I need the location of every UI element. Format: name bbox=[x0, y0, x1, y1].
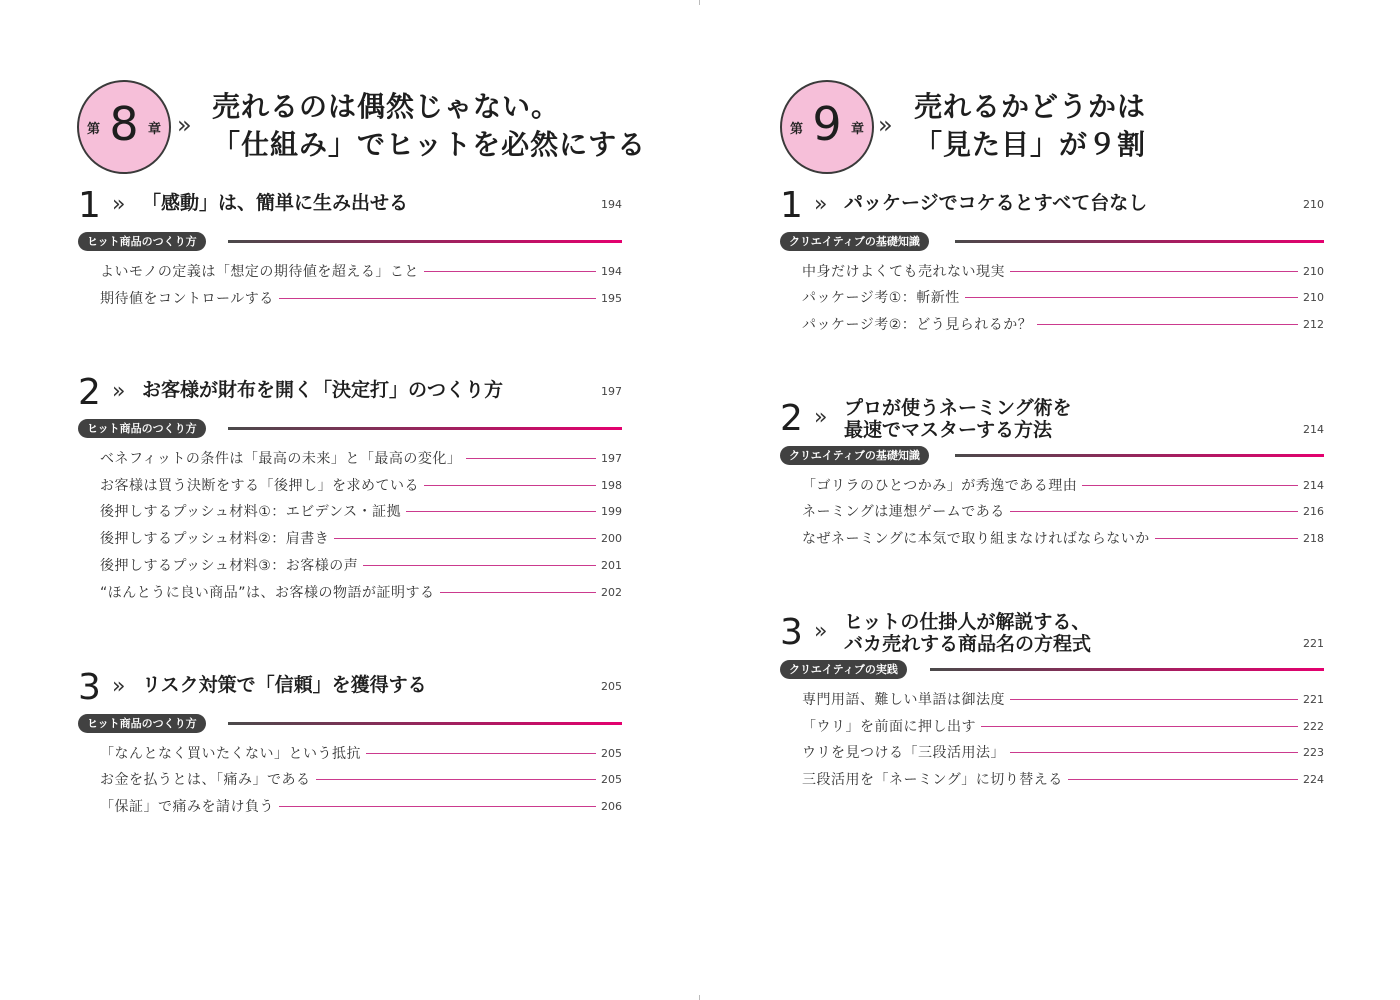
toc-leader-line bbox=[279, 298, 596, 299]
toc-entry[interactable] bbox=[100, 769, 622, 789]
section-divider bbox=[228, 427, 622, 430]
section-title: お客様が財布を開く「決定打」のつくり方 bbox=[142, 379, 504, 401]
section-number: 1 bbox=[78, 185, 101, 226]
toc-leader-line bbox=[466, 458, 596, 459]
section-title: 最速でマスターする方法 bbox=[844, 419, 1053, 441]
chapter-title bbox=[914, 88, 1374, 164]
toc-entry-page: 195 bbox=[601, 291, 622, 305]
section-category-tag: ヒット商品のつくり方 bbox=[78, 232, 206, 251]
section-title: 「感動」は、簡単に生み出せる bbox=[142, 192, 409, 214]
toc-entry[interactable] bbox=[802, 769, 1324, 789]
toc-entry[interactable] bbox=[100, 796, 622, 816]
toc-leader-line bbox=[1068, 779, 1298, 780]
section-divider bbox=[228, 722, 622, 725]
toc-entry-page: 206 bbox=[601, 799, 622, 813]
double-chevron-icon: » bbox=[814, 192, 828, 217]
toc-entry[interactable] bbox=[100, 582, 622, 602]
toc-entry-label: お金を払うとは、「痛み」である bbox=[100, 772, 311, 788]
section-2[interactable] bbox=[780, 397, 1324, 552]
section-title: バカ売れする商品名の方程式 bbox=[844, 633, 1092, 655]
toc-entry-page: 201 bbox=[601, 558, 622, 572]
toc-entry[interactable] bbox=[802, 716, 1324, 736]
section-category-tag: クリエイティブの基礎知識 bbox=[780, 446, 929, 465]
section-page-number: 221 bbox=[1303, 637, 1324, 650]
double-chevron-icon: » bbox=[112, 379, 126, 404]
toc-entry-label: 期待値をコントロールする bbox=[100, 291, 274, 307]
toc-entry-label: パッケージ考①：斬新性 bbox=[802, 290, 960, 306]
section-divider bbox=[955, 240, 1324, 243]
chapter-suffix: 章 bbox=[850, 122, 864, 137]
chapter-title bbox=[212, 88, 672, 164]
toc-entry-page: 212 bbox=[1303, 317, 1324, 331]
section-number: 3 bbox=[78, 667, 101, 708]
toc-leader-line bbox=[981, 726, 1298, 727]
toc-entry[interactable] bbox=[100, 261, 622, 281]
toc-entry[interactable] bbox=[802, 287, 1324, 307]
chapter-title-line: 「見た目」が９割 bbox=[914, 128, 1147, 161]
toc-leader-line bbox=[965, 297, 1298, 298]
right-page bbox=[700, 0, 1400, 1000]
toc-entry-page: 223 bbox=[1303, 745, 1324, 759]
toc-entry[interactable] bbox=[802, 742, 1324, 762]
toc-entry-page: 210 bbox=[1303, 290, 1324, 304]
toc-leader-line bbox=[1037, 324, 1298, 325]
toc-entry[interactable] bbox=[802, 261, 1324, 281]
section-page-number: 194 bbox=[601, 198, 622, 211]
toc-entry-page: 214 bbox=[1303, 478, 1324, 492]
toc-leader-line bbox=[1010, 271, 1298, 272]
chapter-title-line: 売れるのは偶然じゃない。 bbox=[212, 90, 561, 123]
chapter-9-badge bbox=[780, 80, 874, 174]
toc-entry-label: ネーミングは連想ゲームである bbox=[802, 504, 1005, 520]
toc-entry[interactable] bbox=[100, 528, 622, 548]
toc-entry[interactable] bbox=[100, 555, 622, 575]
toc-entry-page: 224 bbox=[1303, 772, 1324, 786]
toc-entry-page: 218 bbox=[1303, 531, 1324, 545]
double-chevron-icon: » bbox=[814, 619, 828, 644]
toc-entry-page: 221 bbox=[1303, 692, 1324, 706]
toc-entry-label: 「保証」で痛みを請け負う bbox=[100, 799, 274, 815]
section-1[interactable] bbox=[780, 186, 1324, 336]
toc-entry-page: 210 bbox=[1303, 264, 1324, 278]
section-divider bbox=[228, 240, 622, 243]
toc-leader-line bbox=[424, 271, 596, 272]
toc-entry-label: ベネフィットの条件は「最高の未来」と「最高の変化」 bbox=[100, 451, 462, 467]
toc-leader-line bbox=[424, 485, 596, 486]
section-category-tag: クリエイティブの基礎知識 bbox=[780, 232, 929, 251]
toc-leader-line bbox=[363, 565, 596, 566]
toc-entry-label: 後押しするプッシュ材料①：エビデンス・証拠 bbox=[100, 504, 402, 520]
section-number: 3 bbox=[780, 612, 803, 653]
toc-entry-label: よいモノの定義は「想定の期待値を超える」こと bbox=[100, 264, 419, 280]
toc-leader-line bbox=[1082, 485, 1298, 486]
toc-entry-page: 205 bbox=[601, 772, 622, 786]
toc-entry-label: 専門用語、難しい単語は御法度 bbox=[802, 692, 1005, 708]
toc-entry[interactable] bbox=[100, 288, 622, 308]
section-page-number: 205 bbox=[601, 680, 622, 693]
section-page-number: 210 bbox=[1303, 198, 1324, 211]
section-number: 2 bbox=[78, 372, 101, 413]
double-chevron-icon: » bbox=[878, 111, 893, 139]
toc-entry-label: 「なんとなく買いたくない」という抵抗 bbox=[100, 746, 361, 762]
section-1[interactable] bbox=[78, 186, 622, 311]
toc-leader-line bbox=[279, 806, 596, 807]
section-title: プロが使うネーミング術を bbox=[844, 397, 1072, 419]
toc-entry[interactable] bbox=[100, 501, 622, 521]
section-title: ヒットの仕掛人が解説する、 bbox=[844, 611, 1091, 633]
toc-entry-label: なぜネーミングに本気で取り組まなければならないか bbox=[802, 531, 1150, 547]
toc-entry-page: 199 bbox=[601, 504, 622, 518]
section-title: パッケージでコケるとすべて台なし bbox=[844, 192, 1148, 214]
toc-entry-label: 中身だけよくても売れない現実 bbox=[802, 264, 1005, 280]
toc-entry-page: 197 bbox=[601, 451, 622, 465]
toc-entry[interactable] bbox=[100, 475, 622, 495]
section-page-number: 214 bbox=[1303, 423, 1324, 436]
section-category-tag: ヒット商品のつくり方 bbox=[78, 714, 206, 733]
toc-leader-line bbox=[1010, 511, 1298, 512]
toc-entry-label: ウリを見つける「三段活用法」 bbox=[802, 745, 1005, 761]
section-page-number: 197 bbox=[601, 385, 622, 398]
chapter-prefix: 第 bbox=[87, 122, 101, 137]
toc-entry-page: 216 bbox=[1303, 504, 1324, 518]
section-2[interactable] bbox=[78, 373, 622, 608]
toc-entry-page: 202 bbox=[601, 585, 622, 599]
section-number: 1 bbox=[780, 185, 803, 226]
section-number: 2 bbox=[780, 398, 803, 439]
toc-entry[interactable] bbox=[802, 501, 1324, 521]
toc-entry[interactable] bbox=[100, 448, 622, 468]
section-category-tag: ヒット商品のつくり方 bbox=[78, 419, 206, 438]
section-3[interactable] bbox=[780, 611, 1324, 796]
section-divider bbox=[955, 454, 1324, 457]
toc-leader-line bbox=[1010, 752, 1298, 753]
toc-entry-label: パッケージ考②：どう見られるか？ bbox=[802, 317, 1033, 333]
toc-entry[interactable] bbox=[100, 743, 622, 763]
double-chevron-icon: » bbox=[112, 674, 126, 699]
chapter-title-line: 「仕組み」でヒットを必然にする bbox=[212, 128, 647, 161]
toc-entry-label: お客様は買う決断をする「後押し」を求めている bbox=[100, 478, 419, 494]
toc-leader-line bbox=[366, 753, 596, 754]
toc-entry[interactable] bbox=[802, 528, 1324, 548]
toc-entry-label: “ほんとうに良い商品”は、お客様の物語が証明する bbox=[100, 585, 435, 601]
chapter-8-badge bbox=[77, 80, 171, 174]
double-chevron-icon: » bbox=[177, 111, 192, 139]
toc-entry-page: 205 bbox=[601, 746, 622, 760]
double-chevron-icon: » bbox=[814, 405, 828, 430]
chapter-number: 8 bbox=[109, 97, 139, 151]
toc-leader-line bbox=[440, 592, 596, 593]
toc-leader-line bbox=[1010, 699, 1298, 700]
toc-entry-label: 「ゴリラのひとつかみ」が秀逸である理由 bbox=[802, 478, 1078, 494]
toc-leader-line bbox=[1155, 538, 1298, 539]
section-3[interactable] bbox=[78, 668, 622, 823]
chapter-number: 9 bbox=[812, 97, 842, 151]
toc-entry-page: 194 bbox=[601, 264, 622, 278]
toc-entry[interactable] bbox=[802, 314, 1324, 334]
chapter-prefix: 第 bbox=[790, 122, 804, 137]
toc-entry[interactable] bbox=[802, 689, 1324, 709]
toc-leader-line bbox=[316, 779, 597, 780]
section-divider bbox=[930, 668, 1324, 671]
toc-entry-label: 三段活用を「ネーミング」に切り替える bbox=[802, 772, 1063, 788]
section-category-tag: クリエイティブの実践 bbox=[780, 660, 907, 679]
toc-entry-page: 200 bbox=[601, 531, 622, 545]
toc-entry[interactable] bbox=[802, 475, 1324, 495]
chapter-suffix: 章 bbox=[147, 122, 161, 137]
toc-leader-line bbox=[406, 511, 596, 512]
toc-entry-label: 「ウリ」を前面に押し出す bbox=[802, 719, 976, 735]
toc-entry-label: 後押しするプッシュ材料③：お客様の声 bbox=[100, 558, 359, 574]
toc-entry-page: 198 bbox=[601, 478, 622, 492]
toc-entry-label: 後押しするプッシュ材料②：肩書き bbox=[100, 531, 330, 547]
toc-leader-line bbox=[334, 538, 596, 539]
chapter-title-line: 売れるかどうかは bbox=[914, 90, 1147, 123]
section-title: リスク対策で「信頼」を獲得する bbox=[142, 674, 427, 696]
double-chevron-icon: » bbox=[112, 192, 126, 217]
toc-entry-page: 222 bbox=[1303, 719, 1324, 733]
